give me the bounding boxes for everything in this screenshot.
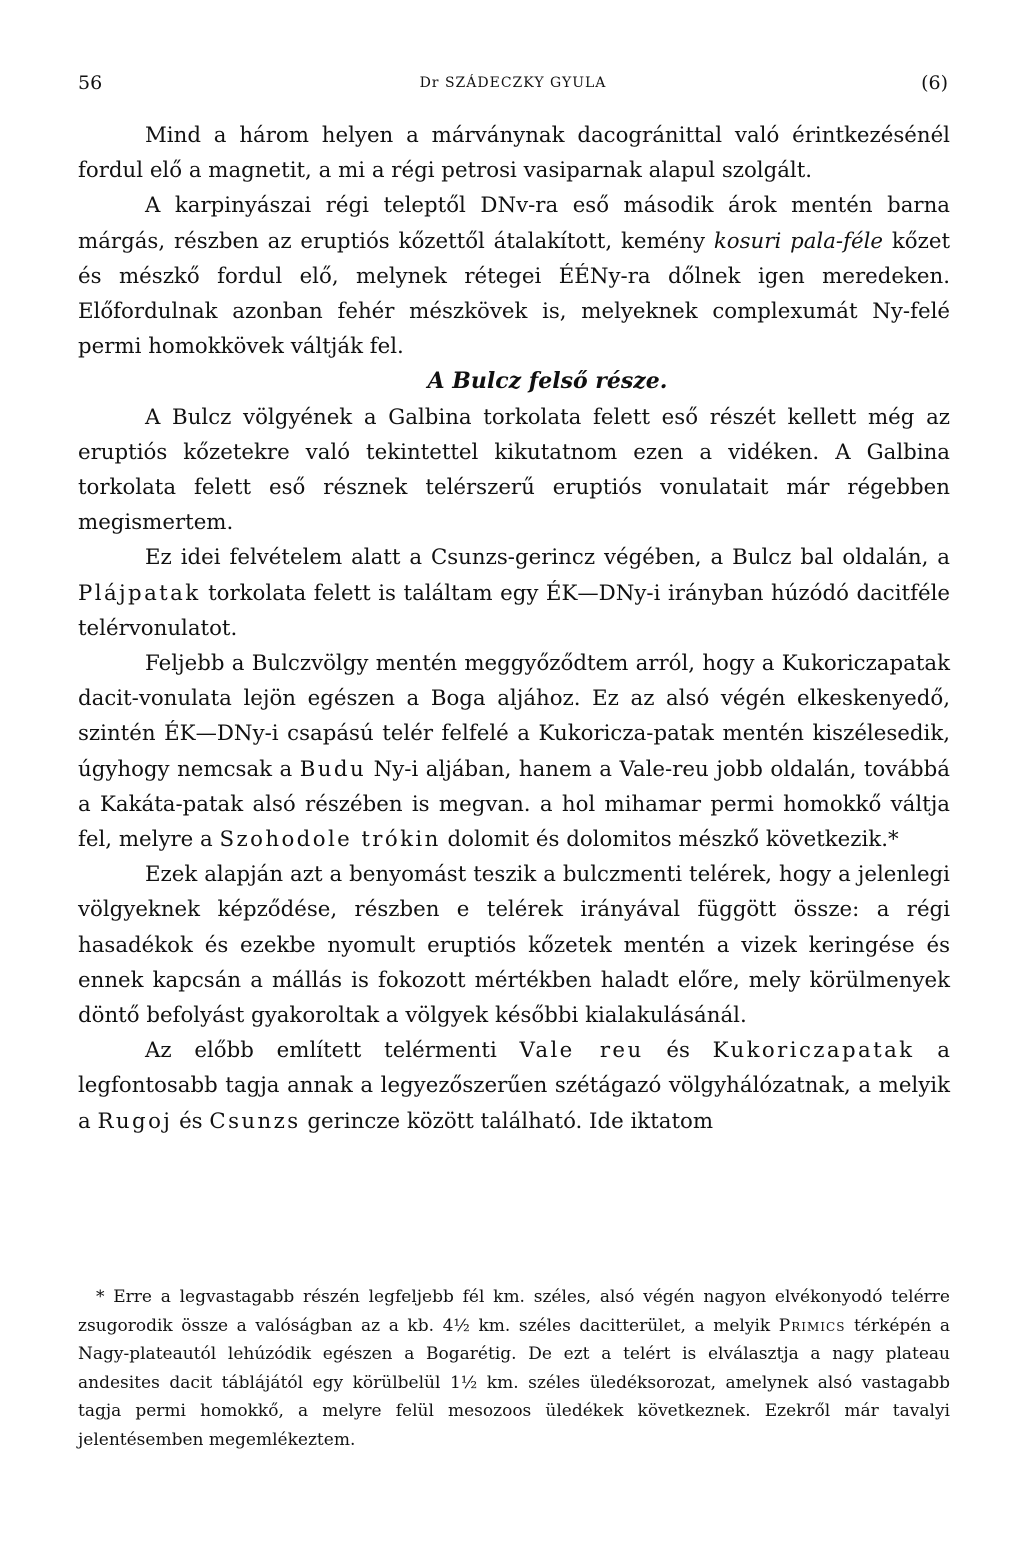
placename-vale-reu-2: Vale reu — [519, 1038, 644, 1064]
paragraph-5 — [78, 646, 950, 857]
footnote-text-b: térképén a Nagy-plateautól lehúzódik egészen a Bogarétig. De ezt a telért is elválasztja a nagy plateau andesites dacit táblájától egy körülbelül 1½ km. széles üledéksorozat, amelynek alsó vastagabb tagja permi homokkő, a melyre felül mesozoos üledékek következnek. Ezekről már tavalyi jelentésemben megemlékeztem. — [78, 1315, 951, 1450]
paragraph-4-text-a: Ez idei felvételem alatt a Csunzs-gerincz végében, a Bulcz bal oldalán, a — [145, 545, 950, 571]
body-text — [78, 118, 950, 1139]
placename-szohodole: Szohodole trókin — [219, 827, 441, 853]
paragraph-2-text-b: kőzet és mészkő fordul elő, melynek rétegei ÉÉNy-ra dőlnek igen meredeken. Előfordulnak azonban fehér mészkövek is, melyeknek complexumát Ny-felé permi homokkövek váltják fel. — [78, 228, 951, 360]
paragraph-7-text-c: a legfontosabb tagja annak a legyezőszerűen szétágazó völgyhálózatnak, a melyik a — [78, 1038, 950, 1134]
paragraph-4-text-b: torkolata felett is találtam egy ÉK—DNy-i irányban húzódó dacitféle telérvonulatot. — [78, 580, 950, 641]
paragraph-7-text-e: gerincze között található. Ide iktatom — [307, 1108, 714, 1134]
paragraph-7-text-a: Az előbb említett telérmenti — [145, 1038, 497, 1064]
paragraph-6: Ezek alapján azt a benyomást teszik a bulczmenti telérek, hogy a jelenlegi völgyeknek képződése, részben e telérek irányával függött össze: a régi hasadékok és ezekbe nyomult eruptiós kőzetek mentén a vizek keringése és ennek kapcsán a mállás is fokozott mértékben haladt előre, mely körülmenyek döntő befolyást gyakoroltak a völgyek későbbi kialakulásánál. — [78, 862, 950, 1029]
placename-budu: Budu — [299, 756, 367, 782]
paragraph-5-text-b: Ny-i aljában, hanem a — [373, 756, 612, 782]
paragraph-7-text-b: és — [666, 1038, 690, 1064]
placename-rugoj: Rugoj — [97, 1108, 173, 1134]
footnote-text — [78, 1283, 950, 1455]
section-heading: A Bulcz felső része. — [427, 368, 668, 395]
footnote — [78, 1283, 950, 1455]
paragraph-7 — [78, 1033, 950, 1139]
placename-csunzs: Csunzs — [209, 1108, 301, 1134]
running-head-author: Dr SZÁDECZKY GYULA — [419, 75, 607, 91]
paragraph-2-italic: kosuri pala-féle — [713, 228, 884, 254]
running-header — [78, 62, 948, 102]
footnote-author-primics: Primics — [778, 1315, 846, 1336]
paragraph-5-text-d: dolomit és dolomitos mészkő következik.* — [447, 827, 899, 853]
paragraph-2 — [78, 188, 950, 364]
paragraph-7-text-d: és — [179, 1108, 203, 1134]
paragraph-5-text-a: Feljebb a Bulczvölgy mentén meggyőződtem arról, hogy a Kukoriczapatak dacit-vonulata lejön egészen a Boga aljához. Ez az alsó végén elkeskenyedő, szintén ÉK—DNy-i csapású telér felfelé a Kukoricza-patak mentén kiszélesedik, úgyhogy nemcsak a — [78, 651, 950, 782]
paragraph-4 — [78, 540, 950, 646]
paragraph-3: A Bulcz völgyének a Galbina torkolata felett eső részét kellett még az eruptiós kőzetekre való tekintettel kikutatnom ezen a vidéken. A Galbina torkolata felett eső résznek telérszerű eruptiós vonulatait már régebben megismertem. — [78, 404, 950, 536]
placename-vale-reu: Vale-reu — [619, 756, 709, 782]
paragraph-1: Mind a három helyen a márványnak dacogránittal való érintkezésénél fordul elő a magnetit, a mi a régi petrosi vasiparnak alapul szolgált. — [78, 123, 950, 184]
placename-plajpatak: Plájpatak — [78, 580, 201, 606]
paragraph-5-text-c: jobb oldalán, továbbá a Kakáta-patak alsó részében is megvan. a hol mihamar permi homokkő váltja fel, melyre a — [78, 756, 950, 853]
page-number: 56 — [78, 72, 103, 94]
section-number: (6) — [921, 72, 948, 94]
footnote-text-a: * Erre a legvastagabb részén legfeljebb fél km. széles, alsó végén nagyon elvékonyodó telérre zsugorodik össze a valóságban az a kb. 4½ km. széles dacitterület, a melyik — [78, 1287, 950, 1336]
paragraph-2-text-a: A karpinyászai régi teleptől DNv-ra eső második árok mentén barna márgás, részben az eruptiós kőzettől átalakított, kemény — [78, 193, 950, 254]
placename-kukoriczapatak: Kukoriczapatak — [712, 1038, 915, 1064]
